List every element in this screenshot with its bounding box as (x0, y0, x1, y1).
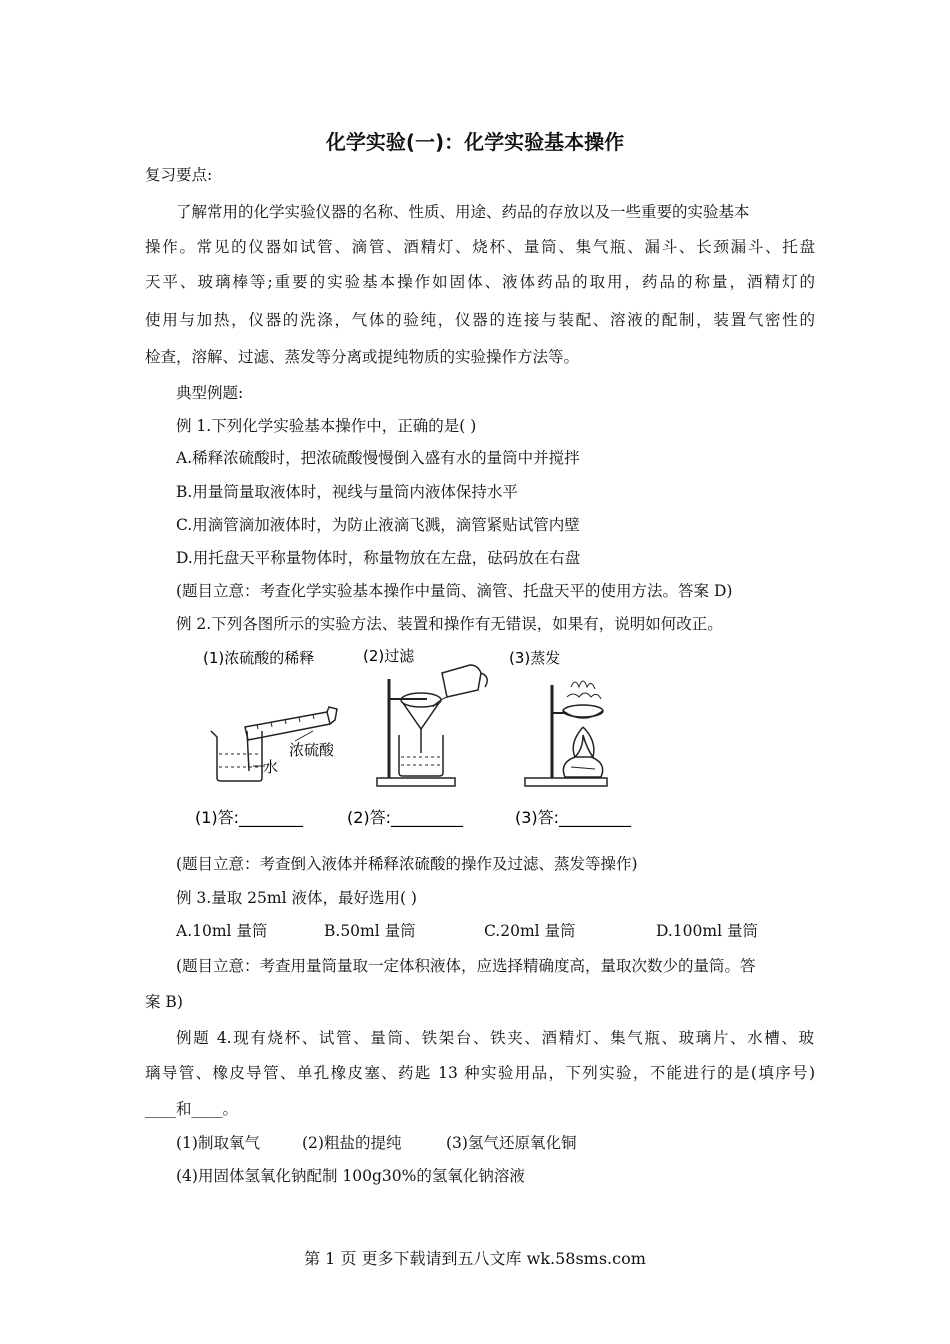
example3-option-b: B.50ml 量筒 (324, 922, 416, 940)
example4-line: 例题 4.现有烧杯、试管、量筒、铁架台、铁夹、酒精灯、集气瓶、玻璃片、水槽、玻 (176, 1029, 814, 1047)
figure-label-dilution: (1)浓硫酸的稀释 (203, 649, 315, 667)
review-line: 天平、玻璃棒等;重要的实验基本操作如固体、液体药品的取用，药品的称量，酒精灯的 (145, 273, 815, 291)
example3-note: (题目立意：考查用量筒量取一定体积液体，应选择精确度高，量取次数少的量筒。答 (176, 957, 756, 975)
example4-blanks: ____和____。 (145, 1100, 239, 1118)
example2-question: 例 2.下列各图所示的实验方法、装置和操作有无错误，如果有，说明如何改正。 (176, 615, 723, 633)
example3-option-a: A.10ml 量筒 (176, 922, 268, 940)
answer-blank-1: (1)答:________ (195, 808, 304, 827)
figure-label-filtration: (2)过滤 (363, 647, 415, 665)
review-line: 使用与加热，仪器的洗涤，气体的验纯，仪器的连接与装配、溶液的配制，装置气密性的 (145, 311, 815, 329)
review-heading: 复习要点: (145, 166, 213, 184)
example4-item-2: (2)粗盐的提纯 (302, 1134, 402, 1152)
page-footer: 第 1 页 更多下载请到五八文库 wk.58sms.com (304, 1249, 646, 1268)
experiment-figure (195, 645, 665, 835)
answer-blank-3: (3)答:_________ (515, 808, 632, 827)
example1-note: (题目立意：考查化学实验基本操作中量筒、滴管、托盘天平的使用方法。答案 D) (176, 582, 733, 600)
flame-icon (573, 727, 594, 757)
review-line: 操作。常见的仪器如试管、滴管、酒精灯、烧杯、量筒、集气瓶、漏斗、长颈漏斗、托盘 (145, 238, 815, 256)
example1-option-d: D.用托盘天平称量物体时，称量物放在左盘，砝码放在右盘 (176, 549, 581, 567)
example4-item-1: (1)制取氧气 (176, 1134, 260, 1152)
review-line: 检查，溶解、过滤、蒸发等分离或提纯物质的实验操作方法等。 (145, 348, 580, 366)
example1-option-a: A.稀释浓硫酸时，把浓硫酸慢慢倒入盛有水的量筒中并搅拌 (176, 449, 580, 467)
stand-base-icon (525, 778, 607, 786)
example3-options (176, 919, 816, 941)
example1-option-b: B.用量筒量取液体时，视线与量筒内液体保持水平 (176, 483, 518, 501)
example4-item-4: (4)用固体氢氧化钠配制 100g30%的氢氧化钠溶液 (176, 1167, 525, 1185)
example4-item-3: (3)氢气还原氧化铜 (446, 1134, 577, 1152)
page-title: 化学实验(一)：化学实验基本操作 (325, 130, 625, 154)
stand-base-icon (377, 778, 455, 786)
examples-heading: 典型例题: (176, 384, 244, 402)
filtration-apparatus (377, 665, 487, 786)
figure-label-evaporation: (3)蒸发 (509, 649, 561, 667)
example3-note-cont: 案 B) (145, 993, 183, 1011)
example3-question: 例 3.量取 25ml 液体，最好选用( ) (176, 889, 417, 907)
example2-note: (题目立意：考查倒入液体并稀释浓硫酸的操作及过滤、蒸发等操作) (176, 855, 638, 873)
alcohol-lamp-icon (563, 757, 602, 777)
evaporation-apparatus (525, 681, 607, 786)
acid-label: 浓硫酸 (289, 741, 335, 759)
example3-option-c: C.20ml 量筒 (484, 922, 576, 940)
review-line: 了解常用的化学实验仪器的名称、性质、用途、药品的存放以及一些重要的实验基本 (176, 203, 750, 221)
answer-blank-2: (2)答:_________ (347, 808, 464, 827)
example4-line: 璃导管、橡皮导管、单孔橡皮塞、药匙 13 种实验用品，下列实验，不能进行的是(填序号) (145, 1064, 815, 1082)
example3-option-d: D.100ml 量筒 (656, 922, 758, 940)
example4-items (176, 1131, 776, 1153)
example1-question: 例 1.下列化学实验基本操作中，正确的是( ) (176, 417, 477, 435)
example1-option-c: C.用滴管滴加液体时，为防止液滴飞溅，滴管紧贴试管内壁 (176, 516, 580, 534)
water-label: 水 (263, 758, 279, 776)
